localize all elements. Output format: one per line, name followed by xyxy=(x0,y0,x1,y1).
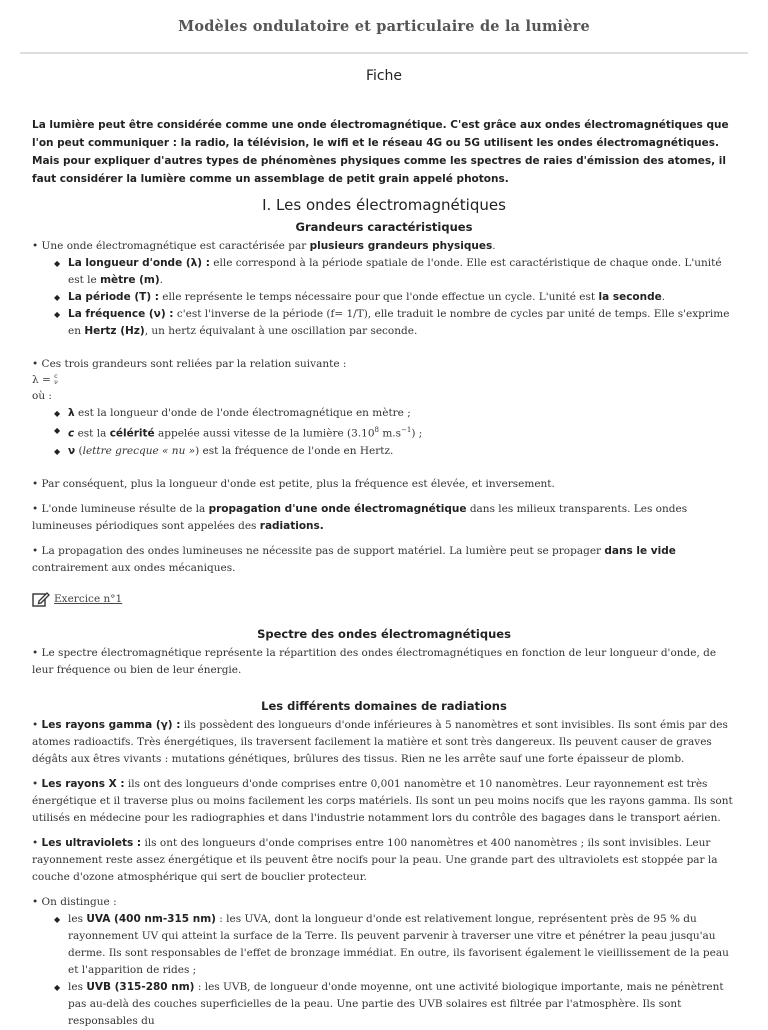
page-title: Modèles ondulatoire et particulaire de la lumière xyxy=(178,17,590,35)
text: ( xyxy=(75,444,83,457)
text: c'est l'inverse de la période (f= 1/T), elle traduit le nombre de cycles par unité de temps. Elle s'exprime en xyxy=(68,308,730,337)
fiche-subtitle: Fiche xyxy=(365,68,403,84)
text: ils ont des longueurs d'onde comprises entre 0,001 nanomètre et 10 nanomètres. Leur rayonnement est très énergétique et il traverse plus ou moins facilement les corps matériels. Ils sont un peu moins nocifs que les rayons gamma. Ils sont utilisés en médecine pour les radiographies et dans l'industrie notamment lors du contrôle des bagages dans le transport aérien. xyxy=(32,777,733,824)
text: . xyxy=(492,240,496,252)
text: les xyxy=(68,912,87,925)
paragraph-grandeurs xyxy=(32,238,736,255)
bold-text: La fréquence (ν) : xyxy=(68,308,174,320)
bold-text: propagation d'une onde électromagnétique xyxy=(208,502,467,515)
symbol: λ xyxy=(68,407,75,419)
subsection-title-grandeurs: Grandeurs caractéristiques xyxy=(295,220,473,234)
text: appelée aussi vitesse de la lumière (3.10 xyxy=(154,427,375,440)
bold-text: Les ultraviolets : xyxy=(41,836,142,849)
text: . xyxy=(661,291,666,303)
text: , un hertz équivalant à une oscillation par seconde. xyxy=(144,325,418,337)
list-item xyxy=(54,422,736,443)
bold-text: UVA (400 nm-315 nm) xyxy=(86,912,216,925)
paragraph-propagation xyxy=(32,543,736,577)
fraction xyxy=(54,374,58,386)
variables-list xyxy=(32,405,736,460)
text: m.s xyxy=(379,427,402,440)
paragraph-gamma: • Les rayons gamma (γ) : ils possèdent des longueurs d'onde inférieures à 5 nanomètres et sont invisibles. Ils sont émis par des atomes radioactifs. Très énergétiques, ils traversent facilement la matière et sont très dangereux. Ils peuvent causer de graves dégâts aux êtres vivants : mutations génétiques, brûlures des tissus. Rien ne les arrête sauf une forte épaisseur de plomb. xyxy=(32,718,728,765)
bold-text: mètre (m) xyxy=(100,274,160,286)
bold-text: dans le vide xyxy=(604,544,676,557)
section-title: I. Les ondes électromagnétiques xyxy=(262,196,506,214)
bold-text: la seconde xyxy=(598,291,662,303)
formula-lhs: λ = xyxy=(32,374,55,386)
subsection-title-spectre: Spectre des ondes électromagnétiques xyxy=(257,626,511,641)
text: ) ; xyxy=(411,427,423,440)
text: elle correspond à la période spatiale de l'onde. Elle est caractéristique de chaque onde. L'unité est le xyxy=(68,257,722,286)
text: ) est la fréquence de l'onde en Hertz. xyxy=(195,444,394,457)
page-header xyxy=(20,0,748,54)
paragraph-consequence: • Par conséquent, plus la longueur d'onde est petite, plus la fréquence est élevée, et inversement. xyxy=(32,477,555,490)
list-item xyxy=(54,255,736,289)
text: ils possèdent des longueurs d'onde inférieures à 5 nanomètres et sont invisibles. Ils sont émis par des atomes radioactifs. Très énergétiques, ils traversent facilement la matière et sont très dangereux. Ils peuvent causer de graves dégâts aux êtres vivants : mutations génétiques, brûlures des tissus. Rien ne les arrête sauf une forte épaisseur de plomb. xyxy=(32,718,728,765)
edit-icon xyxy=(32,591,50,607)
italic-text: lettre grecque « nu » xyxy=(82,444,196,457)
exercise-link-row[interactable] xyxy=(32,591,736,607)
grandeurs-list xyxy=(32,255,736,340)
text: contrairement aux ondes mécaniques. xyxy=(32,561,236,574)
list-item xyxy=(54,979,736,1030)
bold-text: radiations. xyxy=(259,519,324,532)
text: ils ont des longueurs d'onde comprises entre 100 nanomètres et 400 nanomètres ; ils sont invisibles. Leur rayonnement reste assez énergétique et ils peuvent être nocifs pour la peau. Une grande part des ultraviolets est stoppée par la couche d'ozone atmosphérique qui sert de bouclier protecteur. xyxy=(32,836,718,883)
list-item xyxy=(54,405,736,422)
ou-label: où : xyxy=(32,390,52,402)
list-item xyxy=(54,911,736,979)
intro-paragraph: La lumière peut être considérée comme une onde électromagnétique. C'est grâce aux ondes électromagnétiques que l'on peut communiquer : la radio, la télévision, le wifi et le réseau 4G ou 5G utilisent les ondes électromagnétiques. Mais pour expliquer d'autres types de phénomènes physiques comme les spectres de raies d'émission des atomes, il faut considérer la lumière comme un assemblage de petit grain appelé photons. xyxy=(32,119,729,185)
paragraph-spectre: • Le spectre électromagnétique représente la répartition des ondes électromagnétiques en fonction de leur longueur d'onde, de leur fréquence ou bien de leur énergie. xyxy=(32,646,717,676)
paragraph-x-rays: • Les rayons X : ils ont des longueurs d'onde comprises entre 0,001 nanomètre et 10 nanomètres. Leur rayonnement est très énergétique et il traverse plus ou moins facilement les corps matériels. Ils sont un peu moins nocifs que les rayons gamma. Ils sont utilisés en médecine pour les radiographies et dans l'industrie notamment lors du contrôle des bagages dans le transport aérien. xyxy=(32,777,733,824)
symbol: ν xyxy=(68,444,76,457)
bold-text: célérité xyxy=(109,427,155,440)
distinguish-label: • On distingue : xyxy=(32,895,117,908)
superscript: 8 xyxy=(374,426,379,434)
text: : les UVB, de longueur d'onde moyenne, ont une activité biologique importante, mais ne pénètrent pas au-delà des couches superficielles de la peau. Une partie des UVB solaires est filtrée par l'atmosphère. Ils sont responsables du xyxy=(68,980,724,1027)
paragraph-light xyxy=(32,501,736,535)
bold-text: plusieurs grandeurs physiques xyxy=(309,240,493,252)
subsection-title-domaines: Les différents domaines de radiations xyxy=(261,698,507,713)
bold-text: UVB (315-280 nm) xyxy=(86,980,195,993)
bold-text: Les rayons X : xyxy=(41,777,125,790)
text: • Une onde électromagnétique est caractérisée par xyxy=(32,240,310,252)
denominator: ν xyxy=(54,379,58,386)
main-content xyxy=(0,68,768,1030)
numerator: c xyxy=(54,373,58,380)
formula xyxy=(32,373,736,388)
exercise-link[interactable]: Exercice n°1 xyxy=(54,592,123,605)
text: • L'onde lumineuse résulte de la xyxy=(32,502,209,515)
symbol: c xyxy=(68,427,75,440)
text: est la longueur d'onde de l'onde électromagnétique en mètre ; xyxy=(74,407,411,419)
list-item xyxy=(54,289,736,306)
bold-text: La période (T) : xyxy=(68,291,159,303)
text: dans les milieux transparents. Les ondes lumineuses périodiques sont appelées des xyxy=(32,502,688,532)
bold-text: La longueur d'onde (λ) : xyxy=(68,257,210,269)
paragraph-uv: • Les ultraviolets : ils ont des longueurs d'onde comprises entre 100 nanomètres et 400 nanomètres ; ils sont invisibles. Leur rayonnement reste assez énergétique et ils peuvent être nocifs pour la peau. Une grande part des ultraviolets est stoppée par la couche d'ozone atmosphérique qui sert de bouclier protecteur. xyxy=(32,836,718,883)
text: : les UVA, dont la longueur d'onde est relativement longue, représentent près de 95 % du rayonnement UV qui atteint la surface de la Terre. Ils peuvent parvenir à traverser une vitre et pénétrer la peau jusqu'au derme. Ils sont responsables de l'effet de bronzage immédiat. En outre, ils favorisent également le vieillissement de la peau et l'apparition de rides ; xyxy=(68,912,729,976)
text: les xyxy=(68,980,87,993)
uv-list xyxy=(32,911,736,1030)
text: elle représente le temps nécessaire pour que l'onde effectue un cycle. L'unité est xyxy=(158,291,599,303)
list-item xyxy=(54,306,736,340)
bold-text: Hertz (Hz) xyxy=(84,325,145,337)
superscript: −1 xyxy=(401,426,412,434)
text: . xyxy=(159,274,163,286)
bold-text: Les rayons gamma (γ) : xyxy=(41,718,181,731)
list-item xyxy=(54,443,736,460)
text: est la xyxy=(74,427,110,440)
relation-intro: • Ces trois grandeurs sont reliées par la relation suivante : xyxy=(32,358,347,370)
text: • La propagation des ondes lumineuses ne nécessite pas de support matériel. La lumière peut se propager xyxy=(32,544,605,557)
